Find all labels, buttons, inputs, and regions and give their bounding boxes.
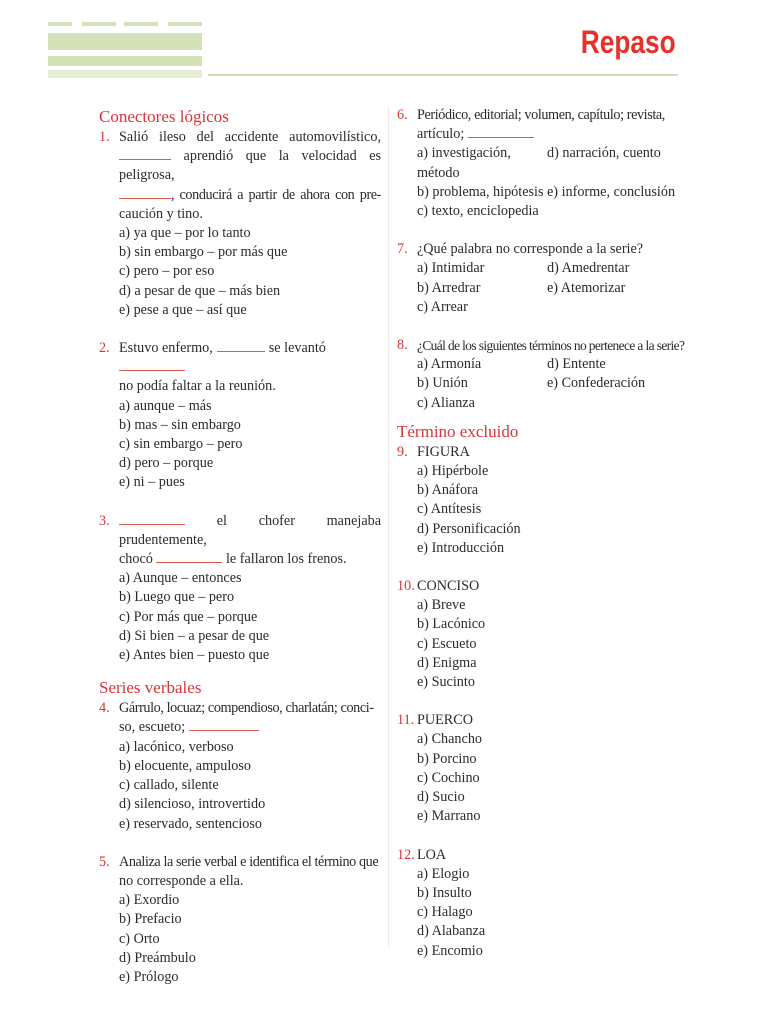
section-title-termino-excluido: Término excluido	[397, 421, 519, 441]
option[interactable]: c) Halago	[417, 904, 473, 921]
answer-blank[interactable]	[156, 550, 222, 563]
stem-text: artículo;	[417, 126, 465, 143]
page-title: Repaso	[581, 24, 676, 60]
option[interactable]: d) Preámbulo	[119, 949, 196, 966]
question-word: PUERCO	[417, 712, 473, 729]
question-7	[397, 240, 679, 317]
answer-blank[interactable]	[119, 186, 171, 199]
option[interactable]: d) Entente	[547, 356, 606, 373]
option[interactable]: e) reservado, sentencioso	[119, 815, 262, 832]
question-stem: Gárrulo, locuaz; compendioso, charlatán; conci-	[119, 700, 374, 717]
column-divider	[388, 108, 389, 948]
option[interactable]: e) Antes bien – puesto que	[119, 647, 270, 664]
question-stem: no podía faltar a la reunión.	[119, 378, 276, 395]
question-stem: caución y tino.	[119, 205, 203, 222]
option[interactable]: c) Por más que – porque	[119, 608, 258, 625]
option[interactable]: c) pero – por eso	[119, 263, 215, 280]
option[interactable]: a) aunque – más	[119, 397, 212, 414]
answer-blank[interactable]	[189, 718, 259, 731]
option[interactable]: c) Escueto	[417, 635, 477, 652]
option[interactable]: d) narración, cuento	[547, 145, 661, 162]
question-10	[397, 577, 679, 692]
option[interactable]: a) Chancho	[417, 731, 483, 748]
question-head	[397, 443, 679, 462]
question-number: 8.	[397, 337, 408, 354]
option[interactable]: e) ni – pues	[119, 474, 185, 491]
option[interactable]: e) informe, conclusión	[547, 183, 676, 200]
option[interactable]: b) problema, hipótesis	[417, 183, 544, 200]
question-stem	[119, 128, 381, 147]
question-9	[397, 443, 679, 558]
option[interactable]: d) pero – porque	[119, 455, 214, 472]
stem-text: Estuvo enfermo,	[119, 340, 213, 357]
option[interactable]: a) Elogio	[417, 865, 470, 882]
option[interactable]: e) pese a que – así que	[119, 301, 247, 318]
question-8	[397, 336, 685, 413]
option[interactable]: e) Marrano	[417, 808, 481, 825]
question-head	[397, 577, 679, 596]
option[interactable]: b) Porcino	[417, 750, 477, 767]
section-title-conectores: Conectores lógicos	[99, 107, 229, 126]
question-stem	[417, 125, 679, 144]
question-3	[99, 512, 381, 666]
answer-blank[interactable]	[217, 339, 265, 352]
option[interactable]: c) Cochino	[417, 769, 480, 786]
stem-text: Salió ileso del accidente automovilístico,	[119, 129, 381, 145]
option[interactable]: c) callado, silente	[119, 777, 219, 794]
option-row	[417, 259, 679, 278]
question-6	[397, 106, 679, 221]
header-deco-tab-2	[82, 22, 116, 26]
header-deco-tab-3	[124, 22, 158, 26]
option-row	[417, 298, 679, 317]
option[interactable]: d) Si bien – a pesar de que	[119, 627, 270, 644]
section-title-series: Series verbales	[99, 678, 202, 698]
answer-blank[interactable]	[468, 125, 534, 138]
option-row	[417, 394, 679, 413]
option-row	[417, 279, 679, 298]
question-number: 9.	[397, 443, 408, 460]
question-stem: ¿Cuál de los siguientes términos no pertenece a la serie?	[417, 338, 685, 354]
question-word: LOA	[417, 846, 447, 863]
option[interactable]: d) Amedrentar	[547, 260, 630, 277]
option[interactable]: c) texto, enciclopedia	[417, 203, 539, 220]
option[interactable]: b) Arredrar	[417, 279, 481, 296]
option[interactable]: d) a pesar de que – más bien	[119, 282, 281, 299]
option[interactable]: a) Armonía	[417, 356, 482, 373]
stem-text: , conducirá a partir de ahora con pre-	[171, 186, 381, 203]
question-word: FIGURA	[417, 443, 470, 460]
question-number: 4.	[99, 700, 110, 717]
header-deco-tab-1	[48, 22, 72, 26]
stem-text: el chofer manejaba prudentemente,	[119, 512, 382, 548]
option-row	[417, 144, 679, 182]
question-head	[397, 711, 679, 730]
question-stem: Analiza la serie verbal e identifica el término que	[119, 853, 379, 870]
option[interactable]: e) Atemorizar	[547, 279, 626, 296]
question-5	[99, 853, 381, 987]
question-number: 3.	[99, 512, 110, 529]
option[interactable]: d) Personificación	[417, 520, 521, 537]
stem-text: le fallaron los frenos.	[225, 551, 347, 568]
question-1	[99, 128, 381, 320]
answer-blank[interactable]	[119, 147, 171, 160]
stem-text: chocó	[119, 551, 153, 568]
option[interactable]: b) mas – sin embargo	[119, 416, 241, 433]
option[interactable]: e) Introducción	[417, 539, 505, 556]
option[interactable]: b) Luego que – pero	[119, 589, 235, 606]
question-stem	[119, 550, 381, 569]
question-number: 5.	[99, 853, 110, 870]
answer-blank[interactable]	[119, 512, 185, 525]
option[interactable]: b) elocuente, ampuloso	[119, 757, 251, 774]
option[interactable]: c) Arrear	[417, 298, 468, 315]
question-number: 10.	[397, 578, 415, 595]
option[interactable]: d) Enigma	[417, 654, 477, 671]
left-column	[99, 106, 381, 987]
question-number: 6.	[397, 107, 408, 123]
option[interactable]: c) Alianza	[417, 394, 475, 411]
option[interactable]: e) Encomio	[417, 942, 483, 959]
question-4	[99, 699, 381, 833]
option[interactable]: e) Prólogo	[119, 968, 179, 985]
option[interactable]: d) silencioso, introvertido	[119, 796, 266, 813]
option-row	[417, 202, 679, 221]
answer-blank[interactable]	[119, 358, 185, 371]
header-rule	[208, 74, 678, 76]
option[interactable]: a) lacónico, verboso	[119, 738, 234, 755]
question-number: 12.	[397, 846, 415, 863]
question-2	[99, 339, 381, 493]
option[interactable]: a) Breve	[417, 597, 466, 614]
header-deco-tab-4	[168, 22, 202, 26]
option[interactable]: a) Intimidar	[417, 260, 485, 277]
question-number: 2.	[99, 340, 110, 357]
option[interactable]: b) Unión	[417, 375, 468, 392]
option[interactable]: b) Insulto	[417, 884, 472, 901]
option-row	[417, 355, 679, 374]
header-deco-bar-3	[48, 70, 202, 78]
question-head	[397, 846, 679, 865]
right-column	[397, 106, 685, 961]
header-deco-bar-1	[48, 33, 202, 50]
option[interactable]: e) Sucinto	[417, 674, 475, 691]
option[interactable]: d) Alabanza	[417, 923, 486, 940]
question-stem: ¿Qué palabra no corresponde a la serie?	[417, 241, 644, 258]
option[interactable]: b) Lacónico	[417, 616, 486, 633]
option[interactable]: a) Aunque – entonces	[119, 570, 242, 587]
question-12	[397, 846, 679, 961]
option[interactable]: a) ya que – por lo tanto	[119, 225, 251, 242]
stem-text: so, escueto;	[119, 719, 186, 736]
option-row	[417, 374, 679, 393]
question-stem	[119, 512, 381, 550]
question-11	[397, 711, 679, 826]
question-stem	[119, 147, 381, 185]
question-stem: Periódico, editorial; volumen, capítulo; revista,	[417, 107, 665, 123]
option[interactable]: c) Orto	[119, 930, 160, 947]
option[interactable]: a) Exordio	[119, 892, 180, 909]
option[interactable]: a) Hipérbole	[417, 463, 489, 480]
option[interactable]: b) Anáfora	[417, 482, 479, 499]
option[interactable]: b) sin embargo – por más que	[119, 244, 288, 261]
option[interactable]: b) Prefacio	[119, 911, 182, 928]
option[interactable]: e) Confederación	[547, 375, 646, 392]
option[interactable]: d) Sucio	[417, 789, 465, 806]
option[interactable]: a) investigación, método	[417, 145, 511, 181]
question-number: 1.	[99, 129, 110, 145]
stem-text: aprendió que la velocidad es peligrosa,	[119, 148, 382, 184]
option[interactable]: c) sin embargo – pero	[119, 436, 243, 453]
question-stem	[119, 718, 381, 737]
question-word: CONCISO	[417, 578, 480, 595]
question-stem	[119, 339, 381, 377]
option-row	[417, 183, 679, 202]
stem-text: se levantó	[268, 340, 326, 357]
question-number: 11.	[397, 712, 415, 729]
option[interactable]: c) Antítesis	[417, 501, 482, 518]
question-stem: no corresponde a ella.	[119, 872, 244, 889]
question-number: 7.	[397, 241, 408, 258]
question-stem	[119, 186, 381, 205]
header-deco-bar-2	[48, 56, 202, 66]
